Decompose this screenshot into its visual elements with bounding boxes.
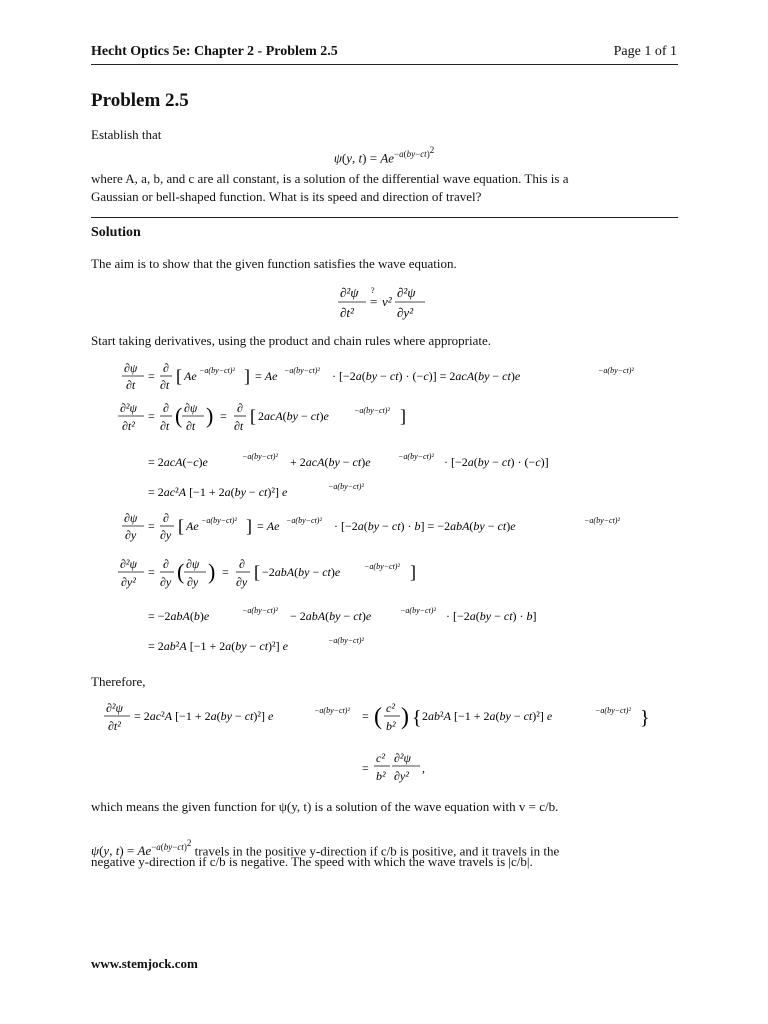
svg-text:= Ae: = Ae — [257, 519, 280, 533]
svg-text:∂y: ∂y — [160, 528, 172, 542]
svg-text:−a(by−ct)²: −a(by−ct)² — [398, 452, 434, 461]
svg-text:−a(by−ct)²: −a(by−ct)² — [242, 606, 278, 615]
psi-expression: ψ(y, $t) = Ae^{-a(by-ct)^2}$ — [91, 838, 192, 859]
svg-text:∂y: ∂y — [187, 575, 199, 589]
svg-text:∂ψ: ∂ψ — [184, 401, 198, 415]
svg-text:∂t: ∂t — [160, 378, 170, 392]
final-result — [96, 694, 676, 786]
svg-text:[: [ — [176, 366, 182, 386]
svg-text:−a(by−ct)²: −a(by−ct)² — [595, 706, 631, 715]
svg-text:∂ψ: ∂ψ — [124, 361, 138, 375]
conclusion-line2-text: travels in the positive y-direction if c/b is positive, and it travels in the — [194, 843, 560, 859]
svg-text:[: [ — [178, 516, 184, 536]
svg-text:−a(by−ct)²: −a(by−ct)² — [598, 366, 634, 375]
problem-statement-line2: Gaussian or bell-shaped function. What is its speed and direction of travel? — [91, 189, 482, 204]
d2psi-dt2-line — [118, 401, 406, 433]
svg-text:=: = — [148, 369, 155, 383]
svg-text:= Ae: = Ae — [255, 369, 278, 383]
svg-text:Ae: Ae — [184, 369, 197, 383]
svg-text:=: = — [222, 565, 229, 579]
svg-text:−a(by−ct)²: −a(by−ct)² — [201, 516, 237, 525]
page-header-page-number: Page 1 of 1 — [613, 44, 677, 59]
dpsi-dt-line — [122, 361, 634, 392]
svg-text:∂y²: ∂y² — [397, 305, 414, 320]
svg-text:∂²ψ: ∂²ψ — [120, 557, 137, 571]
svg-text:∂t: ∂t — [126, 378, 136, 392]
svg-text:∂y: ∂y — [125, 528, 137, 542]
svg-text:∂: ∂ — [237, 401, 243, 415]
problem-intro: Establish that — [91, 127, 162, 142]
svg-text:∂²ψ: ∂²ψ — [120, 401, 137, 415]
svg-text:(: ( — [374, 704, 382, 730]
conclusion-line3: negative y-direction if c/b is negative. The speed with which the wave travels is |c/b|. — [91, 854, 533, 869]
footer-link[interactable]: www.stemjock.com — [91, 956, 198, 971]
svg-text:2ab²A [−1 + 2a(by − ct)²] e: 2ab²A [−1 + 2a(by − ct)²] e — [422, 709, 553, 723]
svg-text:· [−2a(by − ct) · b] = −2abA(b: · [−2a(by − ct) · b] = −2abA(by − ct)e — [334, 519, 516, 533]
svg-text:= 2acA(−c)e: = 2acA(−c)e — [148, 455, 208, 469]
svg-text:∂y²: ∂y² — [121, 575, 136, 589]
svg-text:=: = — [148, 519, 155, 533]
svg-text:−a(by−ct)²: −a(by−ct)² — [199, 366, 235, 375]
svg-text:−a(by−ct)²: −a(by−ct)² — [314, 706, 350, 715]
svg-text:): ) — [401, 704, 409, 730]
solution-heading: Solution — [91, 225, 141, 240]
svg-text:∂²ψ: ∂²ψ — [106, 701, 123, 715]
svg-text:v²: v² — [382, 294, 392, 309]
svg-text:=: = — [362, 761, 369, 775]
svg-text:∂ψ: ∂ψ — [186, 557, 200, 571]
page-header-title: Hecht Optics 5e: Chapter 2 - Problem 2.5 — [91, 44, 338, 59]
svg-text:= 2ac²A [−1 + 2a(by − ct)²] e: = 2ac²A [−1 + 2a(by − ct)²] e — [148, 485, 288, 499]
svg-text:]: ] — [400, 406, 406, 426]
svg-text:,: , — [422, 761, 425, 775]
svg-text:∂t²: ∂t² — [340, 305, 354, 320]
svg-text:− 2abA(by − ct)e: − 2abA(by − ct)e — [290, 609, 372, 623]
svg-text:∂: ∂ — [163, 511, 169, 525]
svg-text:2acA(by − ct)e: 2acA(by − ct)e — [258, 409, 329, 423]
derivation-block — [110, 356, 670, 666]
svg-text:): ) — [208, 559, 216, 584]
svg-text:−a(by−ct)²: −a(by−ct)² — [328, 482, 364, 491]
svg-text:=: = — [370, 294, 378, 309]
svg-text:∂²ψ: ∂²ψ — [394, 751, 411, 765]
solution-aim: The aim is to show that the given function satisfies the wave equation. — [91, 256, 457, 271]
svg-text:=: = — [148, 565, 155, 579]
svg-text:∂y²: ∂y² — [394, 769, 409, 783]
svg-text:∂y: ∂y — [160, 575, 172, 589]
svg-text:−a(by−ct)²: −a(by−ct)² — [584, 516, 620, 525]
svg-text:= 2ac²A [−1 + 2a(by − ct)²] e: = 2ac²A [−1 + 2a(by − ct)²] e — [134, 709, 274, 723]
wave-equation — [330, 282, 450, 324]
header-rule — [91, 64, 678, 65]
svg-text:=: = — [362, 709, 369, 723]
svg-text:· [−2a(by − ct) · (−c)]: · [−2a(by − ct) · (−c)] — [444, 455, 549, 469]
svg-text:−a(by−ct)²: −a(by−ct)² — [284, 366, 320, 375]
svg-text:b²: b² — [376, 769, 386, 783]
svg-text:∂t²: ∂t² — [122, 419, 135, 433]
svg-text:−a(by−ct)²: −a(by−ct)² — [354, 406, 390, 415]
svg-text:∂: ∂ — [163, 557, 169, 571]
svg-text:b²: b² — [386, 719, 396, 733]
svg-text:+ 2acA(by − ct)e: + 2acA(by − ct)e — [290, 455, 371, 469]
svg-text:[: [ — [250, 406, 256, 426]
svg-text:∂t: ∂t — [234, 419, 244, 433]
svg-text:· [−2a(by − ct) · (−c)] = 2acA: · [−2a(by − ct) · (−c)] = 2acA(by − ct)e — [332, 369, 521, 383]
svg-text:∂: ∂ — [239, 557, 245, 571]
section-rule — [91, 217, 678, 218]
svg-text:Ae: Ae — [186, 519, 199, 533]
svg-text:∂²ψ: ∂²ψ — [397, 285, 416, 300]
problem-title: Problem 2.5 — [91, 90, 189, 111]
problem-statement-line1: where A, a, b, and c are all constant, is a solution of the differential wave equation. This is a — [91, 171, 569, 186]
derivatives-intro: Start taking derivatives, using the product and chain rules where appropriate. — [91, 333, 491, 348]
svg-text:?: ? — [371, 286, 375, 295]
therefore-text: Therefore, — [91, 674, 146, 689]
svg-text:(: ( — [177, 559, 185, 584]
svg-text:}: } — [640, 707, 650, 729]
svg-text:∂ψ: ∂ψ — [124, 511, 138, 525]
svg-text:= 2ab²A [−1 + 2a(by − ct)²] e: = 2ab²A [−1 + 2a(by − ct)²] e — [148, 639, 288, 653]
svg-text:): ) — [206, 403, 214, 428]
svg-text:∂: ∂ — [163, 401, 169, 415]
svg-text:−a(by−ct)²: −a(by−ct)² — [400, 606, 436, 615]
svg-text:]: ] — [410, 562, 416, 582]
svg-text:−a(by−ct)²: −a(by−ct)² — [328, 636, 364, 645]
svg-text:[: [ — [254, 562, 260, 582]
psi-definition: ψ(y, $t) = Ae^{-a(by-ct)^2}$ — [333, 145, 435, 166]
svg-text:−2abA(by − ct)e: −2abA(by − ct)e — [262, 565, 341, 579]
conclusion-line1: which means the given function for ψ(y, t) is a solution of the wave equation with v = c/b. — [91, 799, 559, 814]
svg-text:−a(by−ct)²: −a(by−ct)² — [242, 452, 278, 461]
svg-text:c²: c² — [386, 701, 395, 715]
svg-text:∂: ∂ — [163, 361, 169, 375]
svg-text:−a(by−ct)²: −a(by−ct)² — [364, 562, 400, 571]
svg-text:−a(by−ct)²: −a(by−ct)² — [286, 516, 322, 525]
svg-text:=: = — [148, 409, 155, 423]
svg-text:∂y: ∂y — [236, 575, 248, 589]
svg-text:(: ( — [175, 403, 183, 428]
svg-text:∂²ψ: ∂²ψ — [340, 285, 359, 300]
svg-text:c²: c² — [376, 751, 385, 765]
svg-text:]: ] — [244, 366, 250, 386]
svg-text:=: = — [220, 409, 227, 423]
svg-text:{: { — [412, 707, 422, 729]
svg-text:∂t²: ∂t² — [108, 719, 121, 733]
svg-text:∂t: ∂t — [186, 419, 196, 433]
svg-text:= −2abA(b)e: = −2abA(b)e — [148, 609, 210, 623]
svg-text:· [−2a(by − ct) · b]: · [−2a(by − ct) · b] — [446, 609, 537, 623]
svg-text:]: ] — [246, 516, 252, 536]
svg-text:∂t: ∂t — [160, 419, 170, 433]
